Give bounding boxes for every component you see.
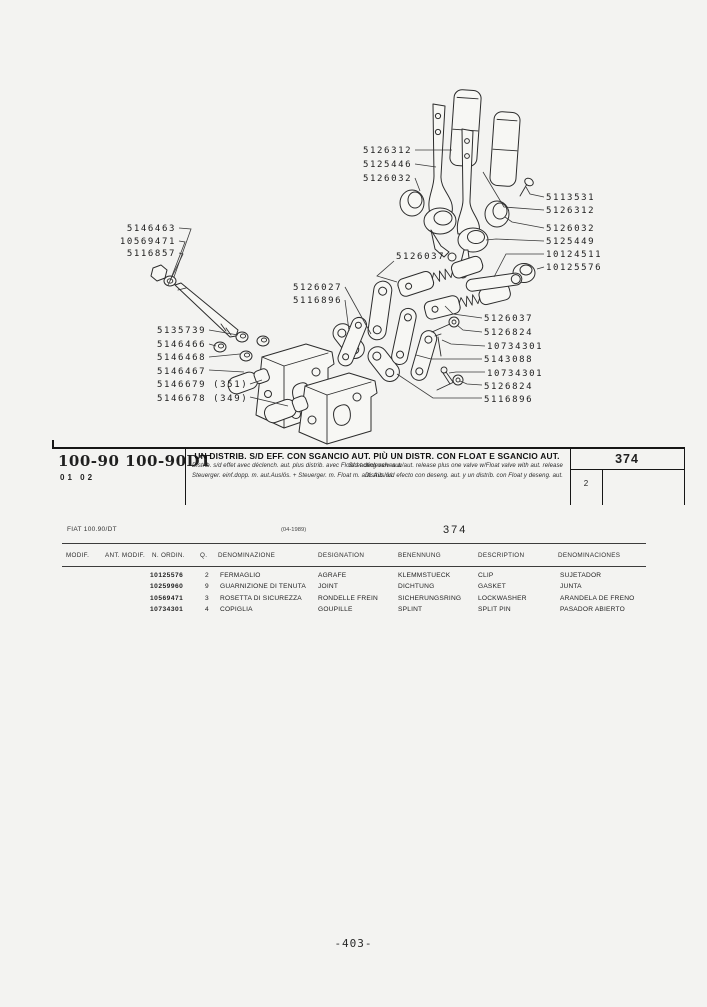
cell-description: GASKET <box>478 583 506 591</box>
cell-designation: AGRAFE <box>318 572 347 579</box>
part-label: 5126824 <box>484 382 534 392</box>
seal-washers <box>214 332 269 361</box>
part-label: 10124511 <box>546 250 603 260</box>
table-body <box>62 572 662 622</box>
cell-q: 3 <box>205 594 209 602</box>
cell-benennung: DICHTUNG <box>398 583 435 591</box>
part-label: 5126027 <box>293 283 343 293</box>
part-label: 10734301 <box>487 342 544 352</box>
split-pin <box>441 367 453 384</box>
part-label: 5146468 <box>157 353 207 363</box>
part-label: 5146463 <box>126 224 176 234</box>
band-top-rule <box>52 447 684 449</box>
leader-line <box>537 267 544 269</box>
catalog-date-code: (04-1989) <box>281 527 307 533</box>
subtitle-spanish: Distrib. s/d efecto con deseng. aut. y un distrib. con Float y deseng. aut. <box>365 473 563 479</box>
part-label: 5126037 <box>484 314 534 324</box>
cell-q: 2 <box>205 572 209 579</box>
leader-line <box>377 261 397 282</box>
table-row <box>62 595 662 606</box>
part-label: 10569471 <box>119 237 176 247</box>
subtitle-german: Steuerger. einf.dopp. m. aut.Auslös. + Steuerger. m. Float m. aut. Auslös. <box>192 473 394 479</box>
cell-denominazione: ROSETTA DI SICUREZZA <box>220 594 302 602</box>
sheet-quantity: 2 <box>583 479 589 488</box>
page-number: -403- <box>334 937 373 950</box>
part-label: 5146466 <box>157 340 207 350</box>
cell-denominazione: FERMAGLIO <box>220 572 261 579</box>
column-header: DESCRIPTION <box>478 552 525 559</box>
part-label: 5116896 <box>484 395 534 405</box>
part-label: 5126032 <box>546 224 596 234</box>
part-label: 10734301 <box>487 369 544 379</box>
part-label: 5143088 <box>484 355 534 365</box>
leader-line <box>170 241 185 281</box>
part-label: 5146678 (349) <box>157 394 249 404</box>
column-header: DESIGNATION <box>318 552 365 559</box>
cell-n_ordin: 10569471 <box>150 594 184 602</box>
cell-benennung: SPLINT <box>398 605 423 613</box>
part-label: 5126824 <box>484 328 534 338</box>
part-label: 5116896 <box>293 296 343 306</box>
part-label: 5135739 <box>157 326 207 336</box>
part-label: 5126312 <box>546 206 596 216</box>
cell-benennung: SICHERUNGSRING <box>398 594 462 602</box>
cell-n_ordin: 10734301 <box>150 605 184 613</box>
grip-handle-2 <box>489 111 520 187</box>
link-plate-1 <box>367 280 393 341</box>
retainer-bolt <box>520 177 535 196</box>
cell-denominaciones: PASADOR ABIERTO <box>560 605 625 613</box>
part-label: 5126312 <box>363 146 413 156</box>
cell-q: 4 <box>205 605 209 613</box>
model-version-codes: 01 02 <box>60 473 96 482</box>
cell-n_ordin: 10125576 <box>150 572 184 579</box>
leader-line <box>415 164 436 167</box>
cell-denominazione: GUARNIZIONE DI TENUTA <box>220 583 307 591</box>
leader-line <box>442 340 485 346</box>
part-label: 5113531 <box>546 193 596 203</box>
table-row <box>62 572 662 583</box>
leader-line <box>457 325 482 332</box>
assembly-title: UN DISTRIB. S/D EFF. CON SGANCIO AUT. PIÙ UN DISTR. CON FLOAT E SGANCIO AUT. <box>194 451 560 461</box>
catalog-table-number: 374 <box>443 524 468 536</box>
table-top-rule <box>62 543 646 544</box>
bushing-1 <box>400 190 424 216</box>
table-row <box>62 606 662 617</box>
cell-description: LOCKWASHER <box>478 594 527 602</box>
band-number-rule <box>570 469 684 470</box>
part-label: 5126037 <box>396 252 446 262</box>
column-header: DENOMINACIONES <box>558 552 621 559</box>
column-header: ANT. MODIF. <box>105 552 146 559</box>
leader-line <box>526 187 544 197</box>
part-label: 5116857 <box>126 249 176 259</box>
leader-line <box>397 374 482 398</box>
band-divider-3 <box>602 469 603 505</box>
leader-line <box>174 228 191 277</box>
cell-designation: RONDELLE FREIN <box>318 594 378 602</box>
cell-denominaciones: JUNTA <box>560 583 582 591</box>
part-label: 5146679 (351) <box>157 380 249 390</box>
link-plate-4 <box>409 329 438 382</box>
cell-denominazione: COPIGLIA <box>220 605 253 613</box>
part-label: 5125446 <box>363 160 413 170</box>
model-designation: 100-90 100-90DT <box>58 452 212 470</box>
leader-line <box>460 381 482 385</box>
part-label: 10125576 <box>546 263 603 273</box>
table-header-row <box>62 552 662 562</box>
cell-description: CLIP <box>478 572 494 579</box>
diagram-parts <box>151 89 535 444</box>
column-header: MODIF. <box>66 552 90 559</box>
column-header: BENENNUNG <box>398 552 441 559</box>
link-plate-2 <box>390 307 418 366</box>
cell-designation: JOINT <box>318 583 339 591</box>
leader-line <box>415 178 420 191</box>
bushing-2 <box>485 201 509 227</box>
table-header-rule <box>62 566 646 567</box>
part-label: 5125449 <box>546 237 596 247</box>
cell-denominaciones: ARANDELA DE FRENO <box>560 594 635 602</box>
leader-line <box>486 239 544 241</box>
cell-description: SPLIT PIN <box>478 605 511 613</box>
control-lever-1 <box>424 104 456 261</box>
column-header: N. ORDIN. <box>152 552 185 559</box>
leader-line <box>505 217 544 228</box>
subtitle-french: Distrib. s/d effet avec déclench. aut. plus distrib. avec Float et déclench. aut. <box>192 463 403 469</box>
leader-line <box>449 372 485 373</box>
table-number: 374 <box>615 452 639 466</box>
column-header: Q. <box>200 552 208 559</box>
column-header: DENOMINAZIONE <box>218 552 276 559</box>
cell-n_ordin: 10259960 <box>150 583 184 591</box>
cell-designation: GOUPILLE <box>318 605 353 613</box>
leader-line <box>209 370 244 372</box>
part-label: 5146467 <box>157 367 207 377</box>
cell-q: 9 <box>205 583 209 591</box>
cell-benennung: KLEMMSTUECK <box>398 572 451 579</box>
cell-denominaciones: SUJETADOR <box>560 572 602 579</box>
part-label: 5126032 <box>363 174 413 184</box>
catalog-model-code: FIAT 100.90/DT <box>67 526 117 533</box>
bolt-upper <box>432 317 459 332</box>
band-right-rule <box>684 447 685 505</box>
exploded-parts-diagram <box>0 0 707 450</box>
band-left-tick <box>52 440 54 447</box>
subtitle-english: S/d acting valves w/aut. release plus one valve w/Float valve with aut. release <box>348 463 563 469</box>
leader-line <box>209 354 240 357</box>
table-row <box>62 583 662 594</box>
